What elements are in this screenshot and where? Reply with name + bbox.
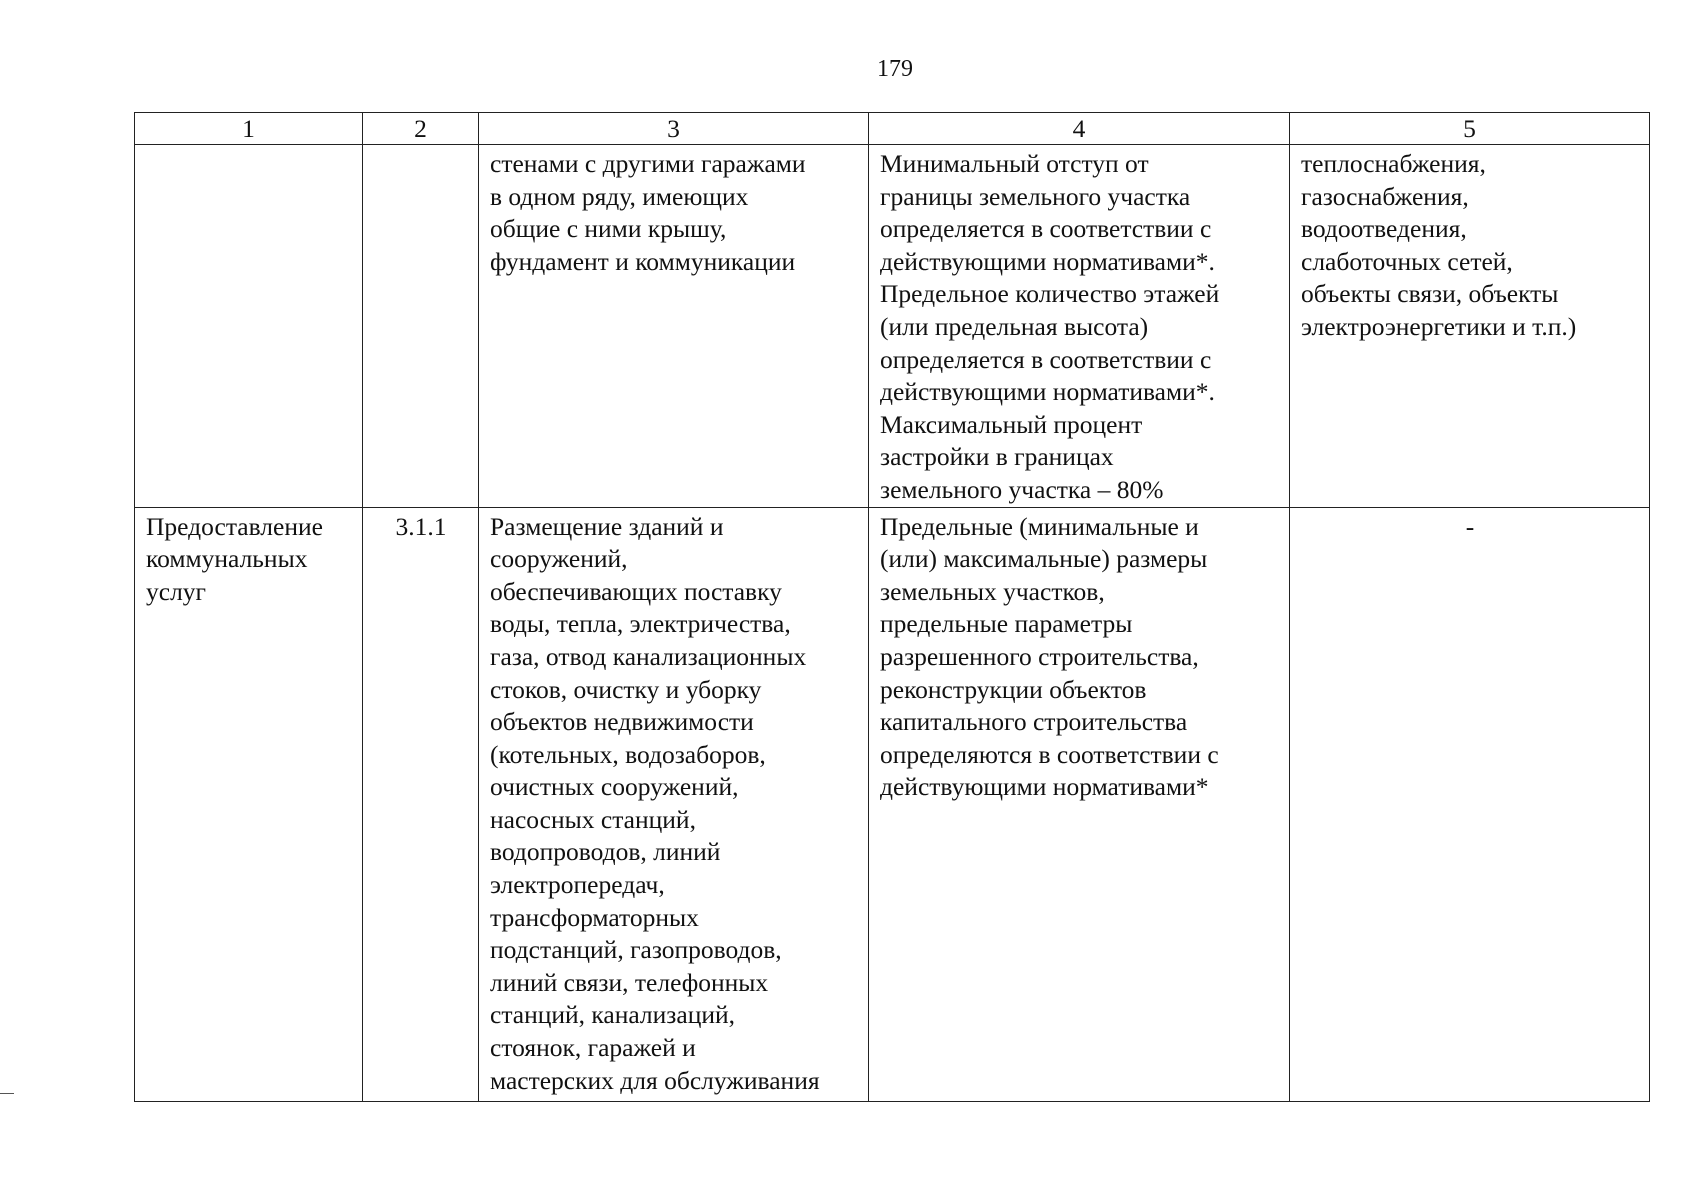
cell-description: стенами с другими гаражами в одном ряду, имеющих общие с ними крышу, фундамент и коммуникации [479,145,869,508]
cell-code: 3.1.1 [363,507,479,1101]
column-header-2: 2 [363,113,479,145]
column-header-5: 5 [1290,113,1650,145]
cell-parameters: Предельные (минимальные и (или) максимальные) размеры земельных участков, предельные параметры разрешенного строительства, реконструкции объектов капитального строительства определяются в соответствии с действующими нормативами* [869,507,1290,1101]
table-row [135,507,1650,1101]
zoning-table [134,112,1650,1102]
cell-parameters: Минимальный отступ от границы земельного участка определяется в соответствии с действующими нормативами*. Предельное количество этажей (или предельная высота) определяется в соответствии с действующими нормативами*. Максимальный процент застройки в границах земельного участка – 80% [869,145,1290,508]
cell-auxiliary: - [1290,507,1650,1101]
column-header-4: 4 [869,113,1290,145]
cell-description: Размещение зданий и сооружений, обеспечивающих поставку воды, тепла, электричества, газа, отвод канализационных стоков, очистку и уборку объектов недвижимости (котельных, водозаборов, очистных сооружений, насосных станций, водопроводов, линий электропередач, трансформаторных подстанций, газопроводов, линий связи, телефонных станций, канализаций, стоянок, гаражей и мастерских для обслуживания [479,507,869,1101]
scan-edge-mark [0,1093,14,1094]
column-header-1: 1 [135,113,363,145]
cell-auxiliary: теплоснабжения, газоснабжения, водоотведения, слаботочных сетей, объекты связи, объекты электроэнергетики и т.п.) [1290,145,1650,508]
page-number: 179 [877,56,913,82]
table-row [135,145,1650,508]
table-header-row [135,113,1650,145]
cell-use-type [135,145,363,508]
column-header-3: 3 [479,113,869,145]
cell-code [363,145,479,508]
cell-use-type: Предоставление коммунальных услуг [135,507,363,1101]
